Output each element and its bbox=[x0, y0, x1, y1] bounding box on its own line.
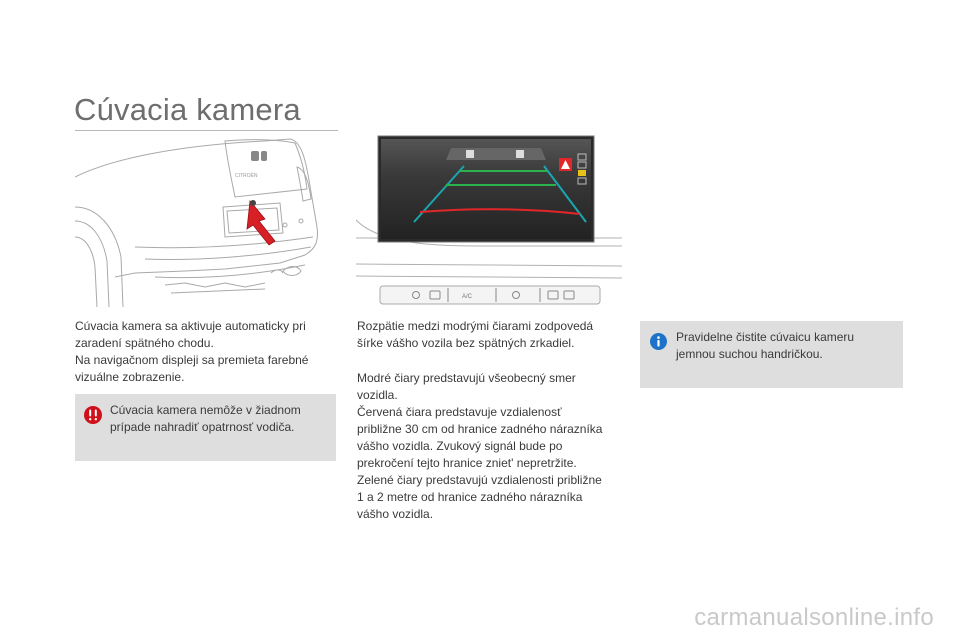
svg-text:CITROËN: CITROËN bbox=[235, 173, 258, 179]
ac-label: A/C bbox=[462, 294, 473, 300]
intro-line: Cúvacia kamera sa aktivuje automaticky pri bbox=[75, 319, 306, 333]
intro-text bbox=[75, 318, 337, 386]
intro-line: Na navigačnom displeji sa premieta farebné bbox=[75, 353, 309, 367]
intro-line: vizuálne zobrazenie. bbox=[75, 370, 185, 384]
exclamation-warning-icon bbox=[84, 406, 102, 424]
page-title: Cúvacia kamera bbox=[74, 92, 301, 127]
paragraph-line: Rozpätie medzi modrými čiarami zodpovedá bbox=[357, 319, 594, 333]
hazard-warning-icon bbox=[559, 158, 572, 171]
warning-box bbox=[75, 394, 336, 461]
title-divider bbox=[75, 130, 338, 131]
paragraph-line: vozidla. bbox=[357, 388, 398, 402]
guide-width-text bbox=[357, 318, 619, 352]
paragraph-line: prekročení tejto hranice zniet' nepretržite. bbox=[357, 456, 577, 470]
paragraph-line: Červená čiara predstavuje vzdialenosť bbox=[357, 405, 562, 419]
paragraph-line: približne 30 cm od hranice zadného nárazníka bbox=[357, 422, 603, 436]
watermark: carmanualsonline.info bbox=[694, 604, 934, 631]
paragraph-line: Zelené čiary predstavujú vzdialenosti približne bbox=[357, 473, 602, 487]
camera-location-arrow-icon bbox=[247, 200, 275, 245]
paragraph-line: šírke vášho vozila bez spätných zrkadiel. bbox=[357, 336, 575, 350]
info-box bbox=[640, 321, 903, 388]
paragraph-line: vášho vozidla. Zvukový signál bude po bbox=[357, 439, 563, 453]
paragraph-line: 1 a 2 metre od hranice zadného nárazníka bbox=[357, 490, 583, 504]
guide-lines-text bbox=[357, 370, 619, 523]
car-rear-illustration bbox=[75, 137, 338, 307]
info-icon bbox=[650, 333, 667, 350]
warning-line: Cúvacia kamera nemôže v žiadnom bbox=[110, 403, 301, 417]
intro-line: zaradení spätného chodu. bbox=[75, 336, 214, 350]
navigation-screen-illustration bbox=[356, 128, 622, 308]
paragraph-line: vášho vozidla. bbox=[357, 507, 434, 521]
info-line: jemnou suchou handričkou. bbox=[676, 347, 823, 361]
warning-line: prípade nahradiť opatrnosť vodiča. bbox=[110, 420, 295, 434]
paragraph-line: Modré čiary predstavujú všeobecný smer bbox=[357, 371, 576, 385]
info-line: Pravidelne čistite cúvaicu kameru bbox=[676, 330, 855, 344]
